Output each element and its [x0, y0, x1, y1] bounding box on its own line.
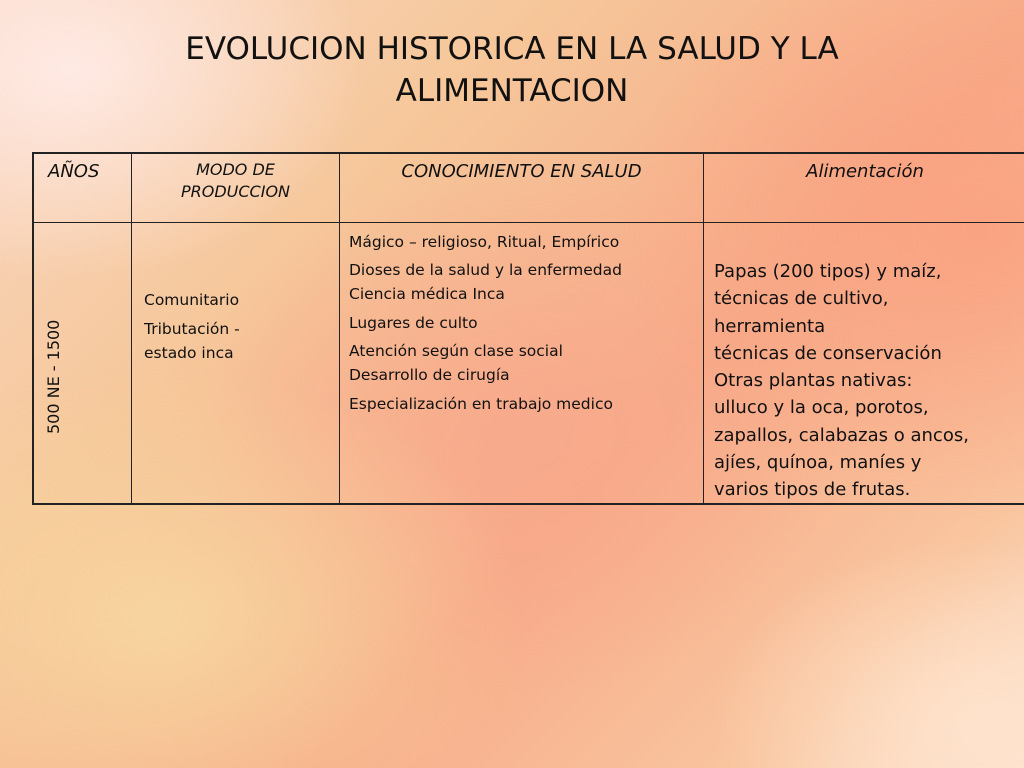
header-conocimiento: CONOCIMIENTO EN SALUD	[401, 161, 642, 182]
cell-modo	[144, 287, 334, 365]
title-line-1: EVOLUCION HISTORICA EN LA SALUD Y LA	[185, 31, 839, 67]
alimentacion-line: Otras plantas nativas:	[714, 370, 913, 392]
slide-title	[100, 28, 924, 112]
column-divider	[703, 154, 704, 503]
history-table	[32, 152, 1024, 505]
alimentacion-line: técnicas de conservación	[714, 342, 942, 364]
alimentacion-line: técnicas de cultivo,	[714, 288, 889, 310]
header-modo-produccion	[132, 159, 339, 203]
cell-alimentacion	[714, 258, 1014, 504]
conocimiento-line: Especialización en trabajo medico	[349, 395, 613, 413]
modo-line: Comunitario	[144, 291, 240, 309]
alimentacion-line: varios tipos de frutas.	[714, 479, 911, 501]
column-divider	[339, 154, 340, 503]
header-anos: AÑOS	[48, 161, 100, 182]
conocimiento-line: Atención según clase social	[349, 342, 563, 360]
conocimiento-line: Lugares de culto	[349, 314, 478, 332]
conocimiento-line: Ciencia médica Inca	[349, 285, 505, 303]
alimentacion-line: ulluco y la oca, porotos,	[714, 397, 929, 419]
cell-conocimiento	[349, 230, 699, 416]
header-modo-line-1: MODO DE	[196, 160, 275, 179]
column-divider	[131, 154, 132, 503]
modo-line: estado inca	[144, 344, 234, 362]
header-divider	[34, 222, 1024, 223]
conocimiento-line: Dioses de la salud y la enfermedad	[349, 261, 622, 279]
alimentacion-line: herramienta	[714, 315, 826, 337]
alimentacion-line: Papas (200 tipos) y maíz,	[714, 261, 942, 282]
conocimiento-line: Mágico – religioso, Ritual, Empírico	[349, 233, 620, 251]
title-line-2: ALIMENTACION	[395, 73, 629, 109]
header-modo-line-2: PRODUCCION	[180, 182, 290, 201]
cell-anos: 500 NE - 1500	[44, 319, 63, 434]
alimentacion-line: zapallos, calabazas o ancos,	[714, 424, 969, 446]
modo-line: Tributación -	[144, 320, 240, 338]
header-alimentacion: Alimentación	[806, 161, 924, 182]
conocimiento-line: Desarrollo de cirugía	[349, 366, 510, 384]
alimentacion-line: ajíes, quínoa, maníes y	[714, 452, 922, 474]
